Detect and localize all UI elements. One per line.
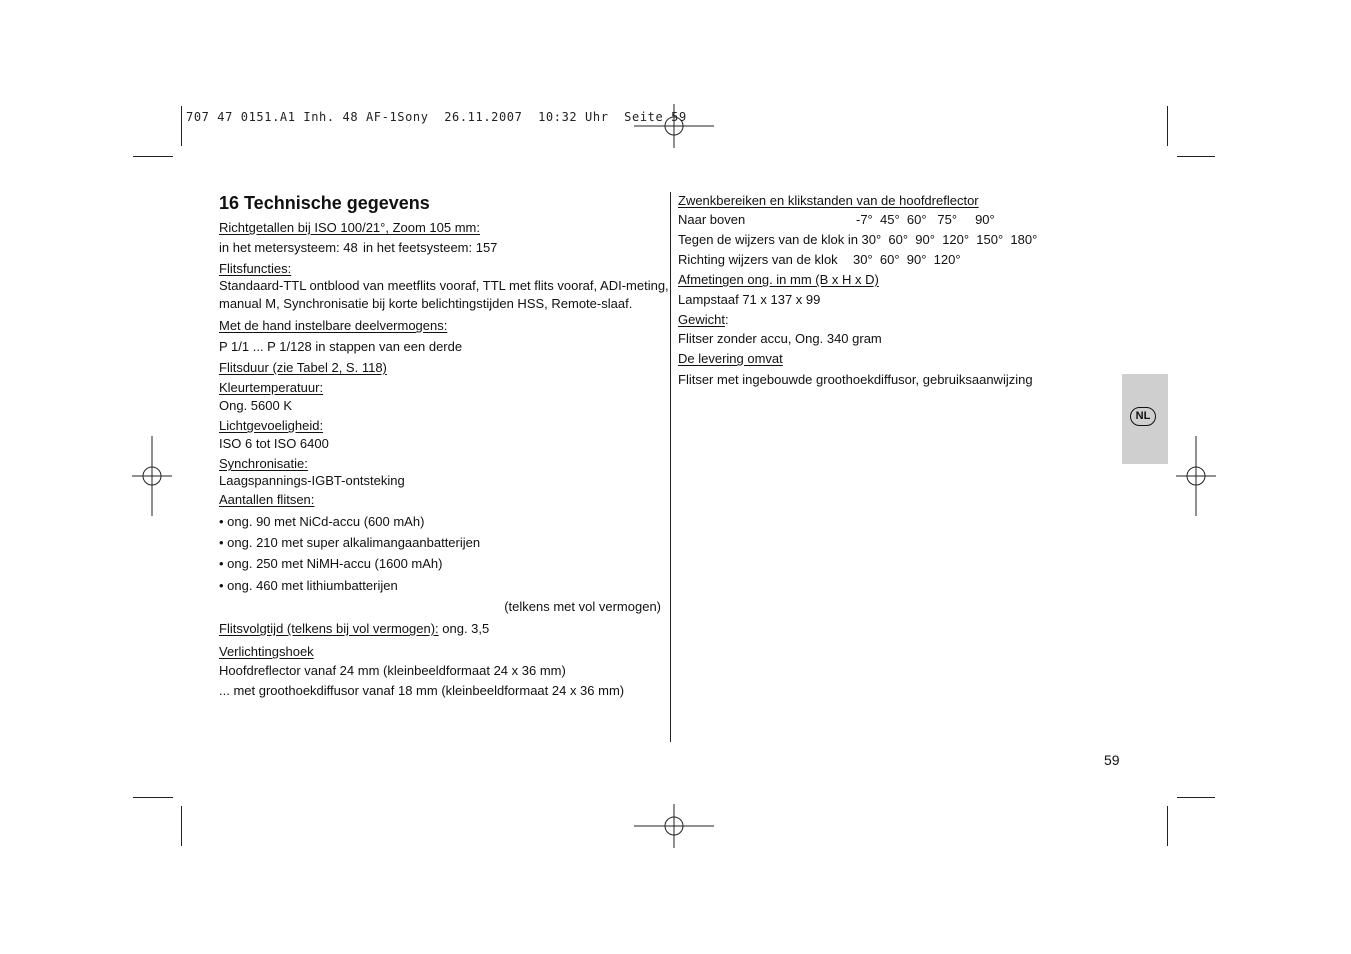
crop-mark xyxy=(1177,156,1215,157)
flitsduur-label: Flitsduur (zie Tabel 2, S. 118) xyxy=(219,360,387,375)
print-slug: 707 47 0151.A1 Inh. 48 AF-1Sony 26.11.2007 10:32 Uhr Seite 59 xyxy=(186,110,687,124)
levering-value: Flitser met ingebouwde groothoekdiffusor, gebruiksaanwijzing xyxy=(678,372,1033,387)
richtgetallen-meter: in het metersysteem: 48 xyxy=(219,240,358,255)
afmetingen-label: Afmetingen ong. in mm (B x H x D) xyxy=(678,272,879,287)
synchronisatie-value: Laagspannings-IGBT-ontsteking xyxy=(219,473,405,488)
crop-mark xyxy=(181,806,182,846)
verlichtingshoek-label: Verlichtingshoek xyxy=(219,644,314,659)
crop-mark xyxy=(1167,106,1168,146)
deelvermogens-value: P 1/1 ... P 1/128 in stappen van een derde xyxy=(219,339,463,354)
crop-mark xyxy=(1167,806,1168,846)
lichtgevoeligheid-label: Lichtgevoeligheid: xyxy=(219,418,324,433)
aantallen-item: • ong. 460 met lithiumbatterijen xyxy=(219,578,398,593)
verlichtingshoek-line: Hoofdreflector vanaf 24 mm (kleinbeeldformaat 24 x 36 mm) xyxy=(219,663,566,678)
verlichtingshoek-line: ... met groothoekdiffusor vanaf 18 mm (kleinbeeldformaat 24 x 36 mm) xyxy=(219,683,625,698)
zwenk-row-label: Naar boven xyxy=(678,212,746,227)
levering-label: De levering omvat xyxy=(678,351,783,366)
lichtgevoeligheid-value: ISO 6 tot ISO 6400 xyxy=(219,436,329,451)
zwenk-row: Tegen de wijzers van de klok in 30° 60° 90° 120° 150° 180° xyxy=(678,232,1038,247)
flitsfuncties-line: manual M, Synchronisatie bij korte belichtingstijden HSS, Remote-slaaf. xyxy=(219,296,633,311)
aantallen-item: • ong. 90 met NiCd-accu (600 mAh) xyxy=(219,514,425,529)
zwenk-row-values: 30° 60° 90° 120° xyxy=(853,252,961,267)
zwenk-row-values: -7° 45° 60° 75° 90° xyxy=(856,212,995,227)
language-badge: NL xyxy=(1130,407,1156,426)
aantallen-label: Aantallen flitsen: xyxy=(219,492,315,507)
gewicht-label: Gewicht xyxy=(678,312,725,327)
aantallen-item: • ong. 250 met NiMH-accu (1600 mAh) xyxy=(219,556,443,571)
flitsvolgtijd-label: Flitsvolgtijd (telkens bij vol vermogen): xyxy=(219,621,439,636)
afmetingen-value: Lampstaaf 71 x 137 x 99 xyxy=(678,292,821,307)
flitsvolgtijd xyxy=(219,621,489,637)
flitsvolgtijd-value: ong. 3,5 xyxy=(438,621,490,636)
registration-mark-left xyxy=(132,436,172,516)
kleurtemperatuur-label: Kleurtemperatuur: xyxy=(219,380,324,395)
gewicht-colon: : xyxy=(724,312,729,327)
crop-mark xyxy=(133,156,173,157)
crop-mark xyxy=(133,797,173,798)
flitsfuncties-line: Standaard-TTL ontblood van meetflits vooraf, TTL met flits vooraf, ADI-meting, xyxy=(219,278,669,293)
aantallen-note: (telkens met vol vermogen) xyxy=(504,599,661,614)
column-divider xyxy=(670,192,671,742)
page-number: 59 xyxy=(1104,752,1120,768)
gewicht-value: Flitser zonder accu, Ong. 340 gram xyxy=(678,331,882,346)
flitsfuncties-label: Flitsfuncties: xyxy=(219,261,292,276)
section-title: 16 Technische gegevens xyxy=(219,193,430,213)
registration-mark-bottom xyxy=(634,804,714,848)
kleurtemperatuur-value: Ong. 5600 K xyxy=(219,398,292,413)
registration-mark-top xyxy=(634,104,714,148)
deelvermogens-label: Met de hand instelbare deelvermogens: xyxy=(219,318,448,333)
crop-mark xyxy=(181,106,182,146)
richtgetallen-label: Richtgetallen bij ISO 100/21°, Zoom 105 mm: xyxy=(219,220,480,235)
crop-mark xyxy=(1177,797,1215,798)
zwenkbereiken-label: Zwenkbereiken en klikstanden van de hoofdreflector xyxy=(678,193,979,208)
zwenk-row-label: Richting wijzers van de klok xyxy=(678,252,838,267)
registration-mark-right xyxy=(1176,436,1216,516)
synchronisatie-label: Synchronisatie: xyxy=(219,456,308,471)
aantallen-item: • ong. 210 met super alkalimangaanbatterijen xyxy=(219,535,481,550)
richtgetallen-feet: in het feetsysteem: 157 xyxy=(363,240,498,255)
gewicht xyxy=(678,312,729,328)
